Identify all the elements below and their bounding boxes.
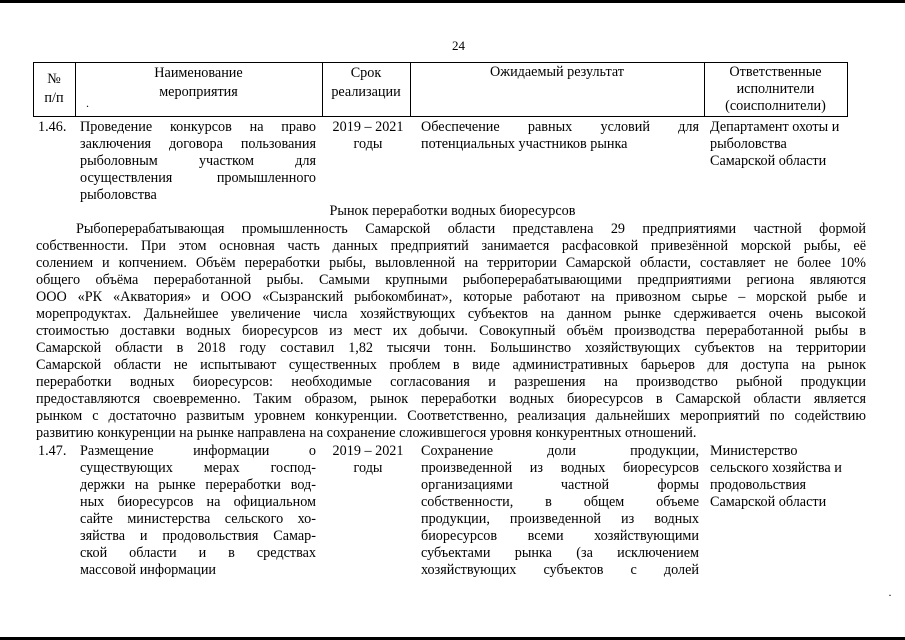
row-1-47-term: 2019 – 2021 годы xyxy=(332,443,404,476)
top-border xyxy=(0,0,905,3)
header-num: № п/п xyxy=(44,71,64,106)
row-1-47-num: 1.47. xyxy=(38,443,67,459)
row-1-47-name: Размещение информации о существующих мерах господ- держки на рынке переработки вод- ных биоресурсов на официальном сайте министерства сельского хо- зяйства и продовольствия Самар- ской области и в средствах массовой информации xyxy=(80,443,316,578)
header-bottom-rule xyxy=(33,116,848,117)
section-paragraph: Рыбоперерабатывающая промышленность Самарской области представлена 29 предприятиями частной формой собственности. При этом основная часть данных предприятий занимается расфасовкой привезённой морской рыбы, её солением и копчением. Объём переработки рыбы, выловленной на территории Самарской области, составляет не более 10% общего объёма переработанной рыбы. Самыми крупными рыбоперерабатывающими предприятиями региона являются ООО «РК «Акватория» и ООО «Сызранский рыбокомбинат», которые работают на привозном сырье – морской рыбе и морепродуктах. Дальнейшее увеличение числа хозяйствующих субъектов на данном рынке сдерживается очень высокой стоимостью доставки водных биоресурсов из мест их добычи. Совокупный объём производства переработанной рыбы в Самарской области в 2018 году составил 1,82 тысячи тонн. Большинство хозяйствующих субъектов на территории Самарской области не испытывают существенных проблем в виде административных барьеров для доступа на рынок переработки водных биоресурсов: необходимые согласования и разрешения на производство рыбной продукции предоставляются своевременно. Таким образом, рынок переработки водных биоресурсов в Самарской области является рынком с достаточно развитым уровнем конкуренции. Соответственно, реализация дальнейших мероприятий по содействию развитию конкуренции на рынке направлена на сохранение сложившегося уровня конкурентных отношений. xyxy=(36,221,866,441)
row-1-46-result: Обеспечение равных условий для потенциальных участников рынка xyxy=(421,119,699,152)
header-right-rule xyxy=(847,62,848,117)
section-title: Рынок переработки водных биоресурсов xyxy=(329,203,576,219)
header-responsible: Ответственные исполнители (соисполнители) xyxy=(725,64,826,114)
stray-mark: . xyxy=(86,96,89,110)
stray-mark: · xyxy=(888,588,892,602)
header-result: Ожидаемый результат xyxy=(490,64,624,80)
row-1-47-responsible: Министерство сельского хозяйства и продовольствия Самарской области xyxy=(710,443,842,510)
row-1-46-num: 1.46. xyxy=(38,119,67,135)
header-term: Срок реализации xyxy=(331,65,401,100)
header-name: Наименование мероприятия xyxy=(154,65,243,100)
page-number: 24 xyxy=(452,38,465,53)
row-1-46-term: 2019 – 2021 годы xyxy=(332,119,404,152)
row-1-46-responsible: Департамент охоты и рыболовства Самарской области xyxy=(710,119,840,169)
row-1-46-name: Проведение конкурсов на право заключения договора пользования рыболовным участком для осуществления промышленного рыболовства xyxy=(80,119,316,203)
header-top-rule xyxy=(33,62,848,63)
row-1-47-result: Сохранение доли продукции, произведенной из водных биоресурсов организациями частной формы собственности, в общем объеме продукции, произведенной из водных биоресурсов всеми хозяйствующими субъектами рынка (за исключением хозяйствующих субъектов с долей xyxy=(421,443,699,578)
